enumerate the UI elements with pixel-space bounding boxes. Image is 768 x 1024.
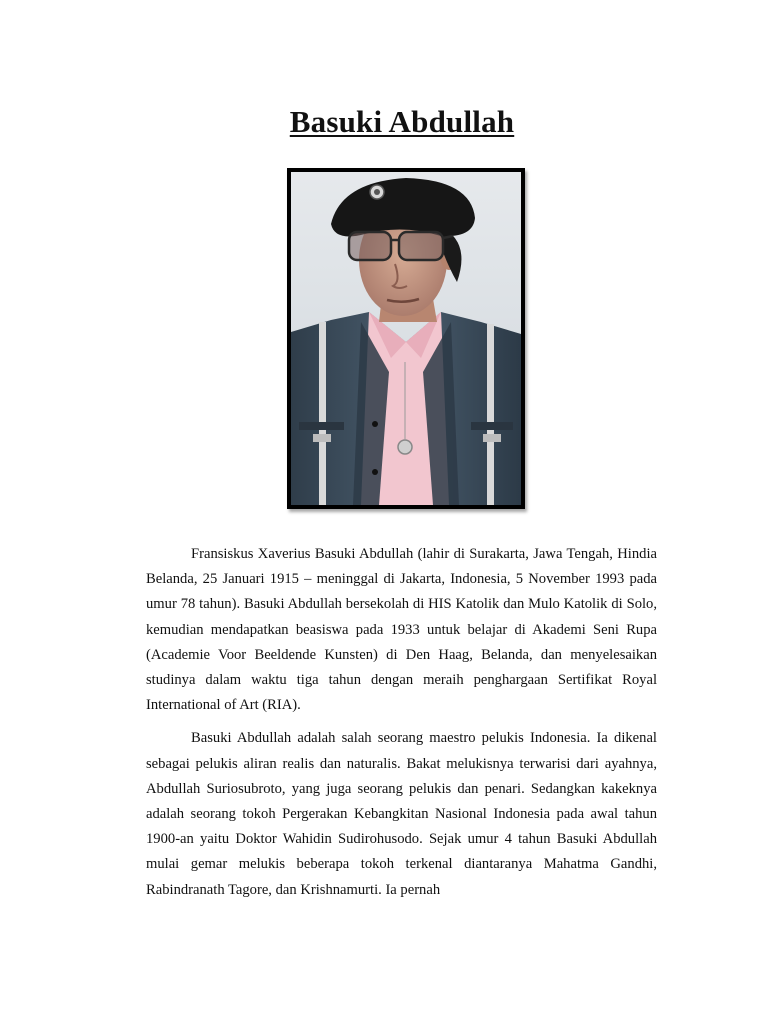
paragraph-career: Basuki Abdullah adalah salah seorang maestro pelukis Indonesia. Ia dikenal sebagai pelukis aliran realis dan naturalis. Bakat melukisnya terwarisi dari ayahnya, Abdullah Suriosubroto, yang juga seorang pelukis dan penari. Sedangkan kakeknya adalah seorang tokoh Pergerakan Kebangkitan Nasional Indonesia pada awal tahun 1900-an yaitu Doktor Wahidin Sudirohusodo. Sejak umur 4 tahun Basuki Abdullah mulai gemar melukis beberapa tokoh terkenal diantaranya Mahatma Gandhi, Rabindranath Tagore, dan Krishnamurti. Ia pernah (146, 730, 657, 898)
page-title: Basuki Abdullah (289, 104, 515, 139)
portrait-photo (287, 168, 525, 509)
body-text (146, 542, 657, 911)
paragraph-biography: Fransiskus Xaverius Basuki Abdullah (lahir di Surakarta, Jawa Tengah, Hindia Belanda, 25 Januari 1915 – meninggal di Jakarta, Indonesia, 5 November 1993 pada umur 78 tahun). Basuki Abdullah bersekolah di HIS Katolik dan Mulo Katolik di Solo, kemudian mendapatkan beasiswa pada 1933 untuk belajar di Akademi Seni Rupa (Academie Voor Beeldende Kunsten) di Den Haag, Belanda, dan menyelesaikan studinya dalam waktu tiga tahun dengan meraih penghargaan Sertifikat Royal International of Art (RIA). (146, 546, 657, 714)
portrait-illustration (291, 172, 521, 505)
